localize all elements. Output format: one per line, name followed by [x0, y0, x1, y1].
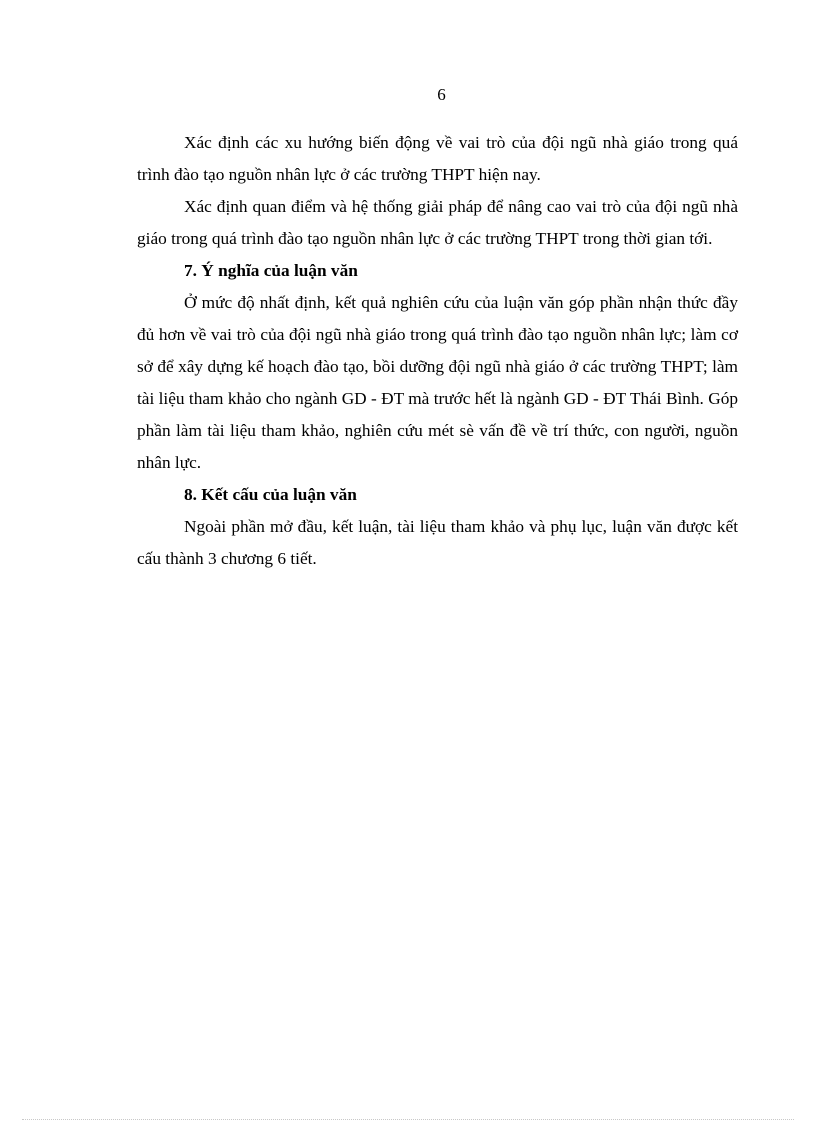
paragraph-trends: Xác định các xu hướng biến động về vai trò của đội ngũ nhà giáo trong quá trình đào tạo nguồn nhân lực ở các trường THPT hiện nay.	[137, 133, 738, 184]
footer-divider	[22, 1119, 794, 1120]
section-8-body: Ngoài phần mở đầu, kết luận, tài liệu tham khảo và phụ lục, luận văn được kết cấu thành 3 chương 6 tiết.	[137, 517, 738, 568]
section-7-body: Ở mức độ nhất định, kết quả nghiên cứu của luận văn góp phần nhận thức đầy đủ hơn về vai trò của đội ngũ nhà giáo trong quá trình đào tạo nguồn nhân lực; làm cơ sở để xây dựng kế hoạch đào tạo, bồi dưỡng đội ngũ nhà giáo ở các trường THPT; làm tài liệu tham khảo cho ngành GD - ĐT mà trước hết là ngành GD - ĐT Thái Bình. Góp phần làm tài liệu tham khảo, nghiên cứu mét sè vấn đề về trí thức, con người, nguồn nhân lực.	[137, 293, 738, 472]
section-8-heading: 8. Kết cấu của luận văn	[184, 485, 357, 504]
section-7-heading: 7. Ý nghĩa của luận văn	[184, 261, 358, 280]
document-body	[137, 127, 738, 575]
page-number: 6	[437, 85, 446, 104]
paragraph-solutions: Xác định quan điểm và hệ thống giải pháp để nâng cao vai trò của đội ngũ nhà giáo trong quá trình đào tạo nguồn nhân lực ở các trường THPT trong thời gian tới.	[137, 197, 738, 248]
